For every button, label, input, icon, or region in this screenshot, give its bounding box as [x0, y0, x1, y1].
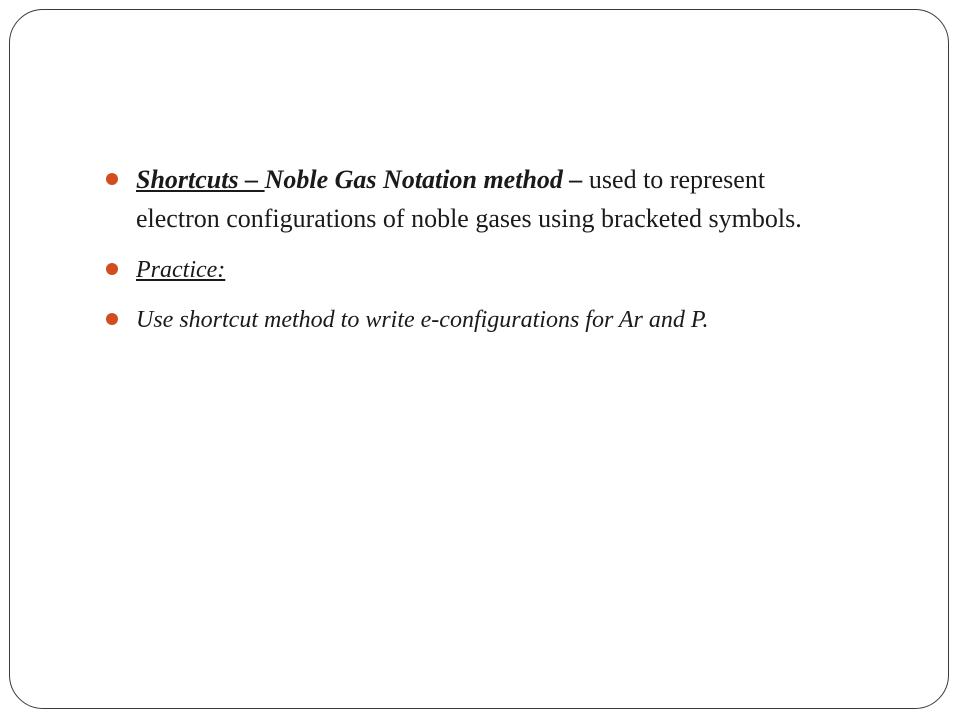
slide-content	[106, 160, 826, 352]
bullet-item-noble-gas-notation	[106, 160, 826, 238]
method-label: Noble Gas Notation method –	[264, 165, 583, 194]
exercise-text: Use shortcut method to write e-configurations for Ar and P.	[136, 307, 709, 333]
bullet-dot-icon	[106, 313, 118, 325]
shortcuts-label: Shortcuts –	[136, 165, 265, 194]
practice-label: Practice:	[136, 257, 226, 283]
bullet-item-practice	[106, 252, 826, 288]
bullet-dot-icon	[106, 173, 118, 185]
slide-frame	[9, 9, 949, 709]
bullet-item-exercise	[106, 302, 826, 338]
bullet-dot-icon	[106, 263, 118, 275]
bullet-body-text: used to represent electron configurations of noble gases using bracketed symbols.	[136, 165, 802, 233]
